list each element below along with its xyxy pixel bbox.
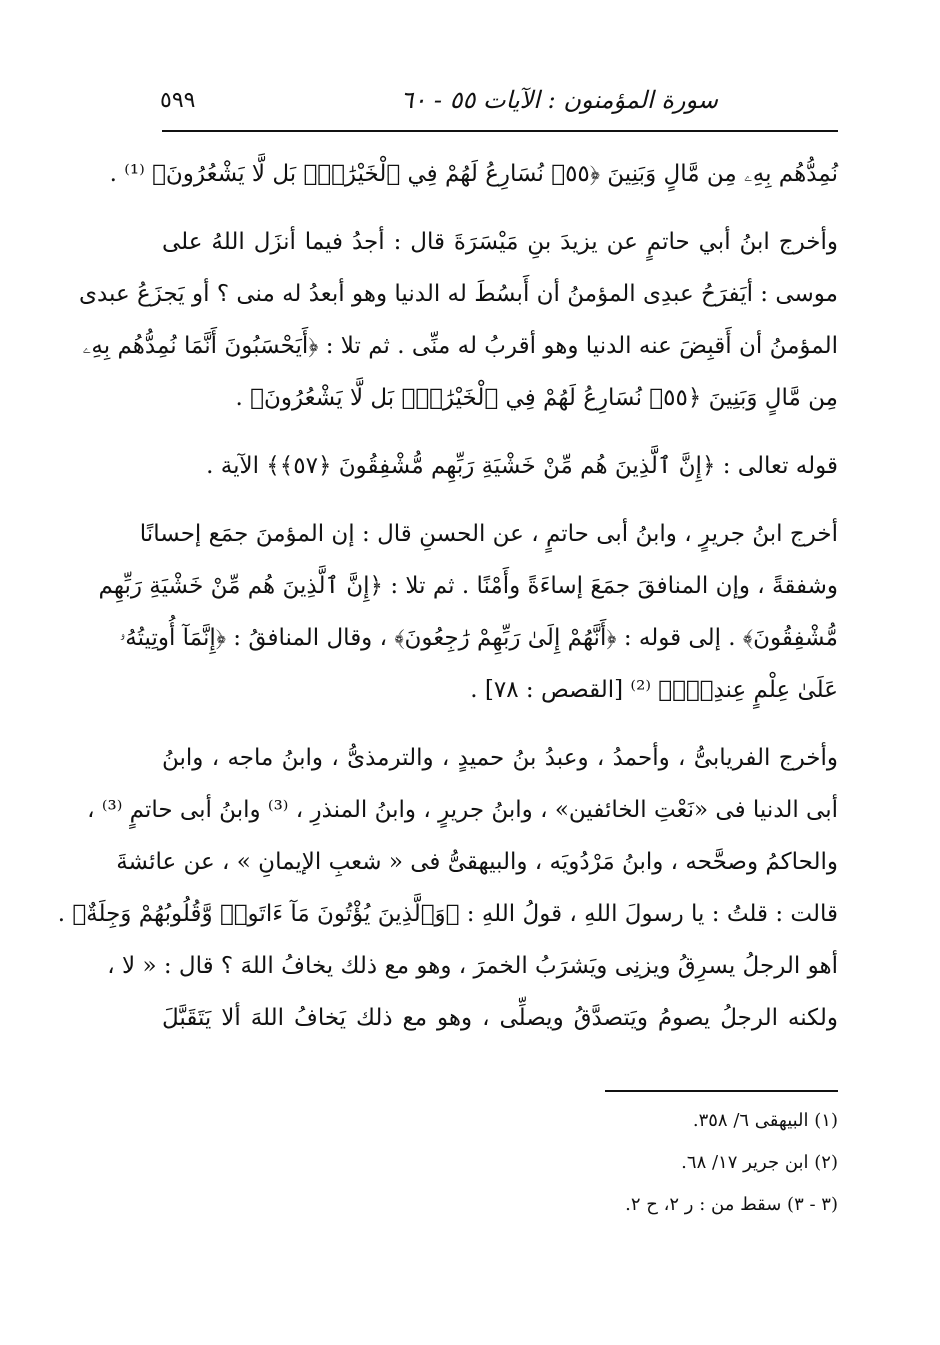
text-line: وأخرج ابنُ أبي حاتمٍ عن يزيدَ بنِ مَيْسَرَةَ قال : أجدُ فيما أنزَل اللهُ على bbox=[162, 229, 838, 255]
header-rule bbox=[162, 130, 838, 132]
text-line: المؤمنُ أن أَقبِضَ عنه الدنيا وهو أقربُ له منِّى . ثم تلا : ﴿أَيَحْسَبُونَ أَنَّمَا نُمِدُّهُم بِهِۦ bbox=[82, 333, 838, 359]
footnote-rule bbox=[605, 1090, 838, 1092]
text-line: نُمِدُّهُم بِهِۦ مِن مَّالٍ وَبَنِينَ ﴿٥٥﴾ نُسَارِعُ لَهُمْ فِي ٱلْخَيْرَٰتِۚ بَل لَّا يَشْعُرُونَ﴾ ⁽¹⁾ . bbox=[109, 161, 838, 187]
body-text bbox=[57, 148, 838, 1044]
text-line: أخرج ابنُ جريرٍ ، وابنُ أبى حاتمٍ ، عن الحسنِ قال : إن المؤمنَ جمَع إحسانًا bbox=[139, 521, 838, 547]
page-number: ٥٩٩ bbox=[160, 88, 196, 113]
text-line: ولكنه الرجلُ يصومُ ويَتصدَّقُ ويصلِّى ، وهو مع ذلك يَخافُ اللهَ ألا يَتَقَبَّلَ bbox=[162, 1005, 838, 1031]
text-line: عَلَىٰ عِلْمٍ عِندِىٓۚ﴾ ⁽²⁾ [القصص : ٧٨] . bbox=[470, 677, 838, 703]
running-title: سورة المؤمنون : الآيات ٥٥ - ٦٠ bbox=[400, 86, 718, 114]
section-heading: قوله تعالى : ﴿إِنَّ ٱلَّذِينَ هُم مِّنْ خَشْيَةِ رَبِّهِم مُّشْفِقُونَ ﴿٥٧﴾﴾ الآية . bbox=[206, 453, 838, 479]
text-line: أبى الدنيا فى «نَعْتِ الخائفين» ، وابنُ جريرٍ ، وابنُ المنذرِ ، ⁽³⁾ وابنُ أبى حاتمٍ ⁽³⁾ ، bbox=[87, 797, 838, 823]
footnote: (٢) ابن جرير ١٧/ ٦٨. bbox=[681, 1152, 838, 1173]
text-line: موسى : أيَفرَحُ عبدِى المؤمنُ أن أَبسُطَ له الدنيا وهو أبعدُ له منى ؟ أو يَجزَعُ عبدى bbox=[78, 281, 838, 307]
text-line: مِن مَّالٍ وَبَنِينَ ﴿٥٥﴾ نُسَارِعُ لَهُمْ فِي ٱلْخَيْرَٰتِۚ بَل لَّا يَشْعُرُونَ﴾ . bbox=[235, 385, 838, 411]
text-line: وشفقةً ، وإن المنافقَ جمَعَ إساءَةً وأَمْنًا . ثم تلا : ﴿إِنَّ ٱلَّذِينَ هُم مِّنْ خَشْيَةِ رَبِّهِم bbox=[98, 573, 838, 599]
text-line: مُّشْفِقُونَ﴾ . إلى قوله : ﴿أَنَّهُمْ إِلَىٰ رَبِّهِمْ رَٰجِعُونَ﴾ ، وقال المنافقُ : ﴿إِنَّمَآ أُوتِيتُهُۥ bbox=[119, 625, 838, 651]
page-header bbox=[160, 82, 838, 122]
footnote: (١) البيهقى ٦/ ٣٥٨. bbox=[692, 1110, 838, 1131]
footnote: (٣ - ٣) سقط من : ر ٢، ح ٢. bbox=[625, 1194, 838, 1215]
text-line: أهو الرجلُ يسرِقُ ويزنِى ويَشرَبُ الخمرَ ، وهو مع ذلك يخافُ اللهَ ؟ قال : « لا ، bbox=[107, 953, 838, 979]
text-line: وأخرج الفريابىُّ ، وأحمدُ ، وعبدُ بنُ حميدٍ ، والترمذىُّ ، وابنُ ماجه ، وابنُ bbox=[162, 745, 838, 771]
text-line: والحاكمُ وصحَّحه ، وابنُ مَرْدُويَه ، والبيهقىُّ فى « شعبِ الإيمانِ » ، عن عائشةَ bbox=[116, 849, 838, 875]
footnotes bbox=[162, 1100, 838, 1226]
text-line: قالت : قلتُ : يا رسولَ اللهِ ، قولُ اللهِ : ﴿وَٱلَّذِينَ يُؤْتُونَ مَآ ءَاتَوا۟ وَّقُلُوبُهُمْ وَجِلَةٌ﴾ . bbox=[57, 901, 838, 927]
